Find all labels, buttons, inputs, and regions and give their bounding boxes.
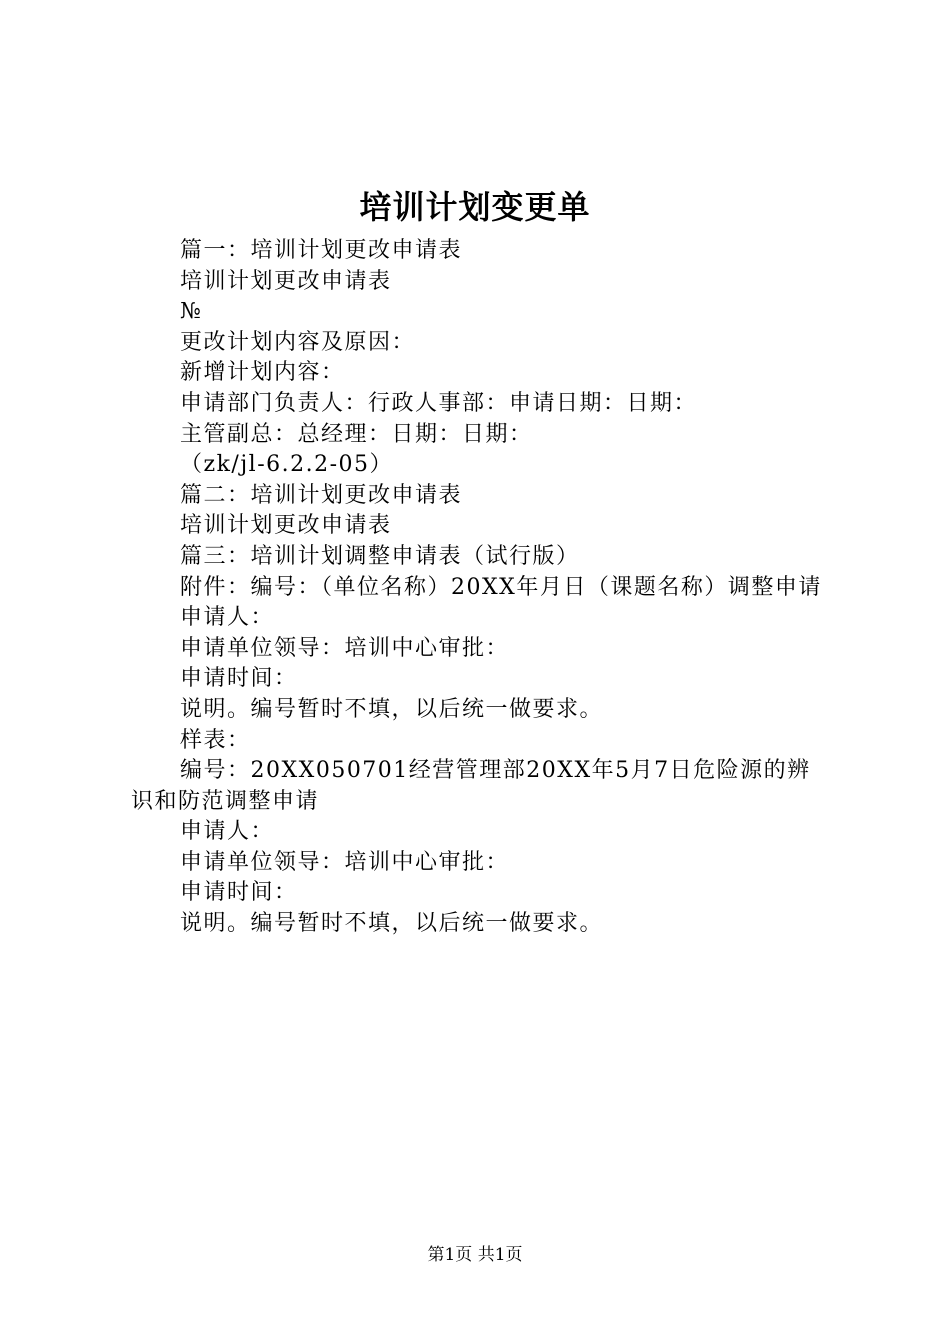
paragraph: 申请单位领导：培训中心审批：: [180, 849, 510, 875]
paragraph: 申请人：: [180, 819, 275, 845]
paragraph: 新增计划内容：: [180, 360, 345, 386]
paragraph: 说明。编号暂时不填，以后统一做要求。: [180, 911, 604, 937]
paragraph: 篇一：培训计划更改申请表: [180, 238, 463, 263]
paragraph: 申请时间：: [180, 666, 298, 692]
paragraph: 培训计划更改申请表: [180, 513, 392, 539]
paragraph: 申请单位领导：培训中心审批：: [180, 635, 510, 661]
document-body: [131, 236, 833, 940]
paragraph: 申请时间：: [180, 880, 298, 906]
paragraph: 申请部门负责人：行政人事部：申请日期：日期：: [180, 390, 698, 416]
paragraph: 说明。编号暂时不填，以后统一做要求。: [180, 696, 604, 722]
page-footer: 第1页 共1页: [427, 1245, 523, 1265]
paragraph: 样表：: [180, 727, 251, 753]
paragraph: 篇三：培训计划调整申请表（试行版）: [180, 543, 580, 569]
paragraph: 编号：20XX050701经营管理部20XX年5月7日危险源的辨识和防范调整申请: [131, 758, 811, 814]
paragraph: №: [180, 299, 203, 325]
paragraph: 附件：编号：（单位名称）20XX年月日（课题名称）调整申请: [180, 574, 822, 600]
paragraph: 申请人：: [180, 605, 275, 631]
paragraph: 主管副总：总经理：日期：日期：: [180, 421, 533, 447]
document-title: 培训计划变更单: [359, 188, 591, 226]
paragraph: （zk/jl-6.2.2-05）: [180, 452, 394, 478]
paragraph: 更改计划内容及原因：: [180, 329, 416, 355]
paragraph: 篇二：培训计划更改申请表: [180, 482, 463, 508]
paragraph: 培训计划更改申请表: [180, 268, 392, 294]
